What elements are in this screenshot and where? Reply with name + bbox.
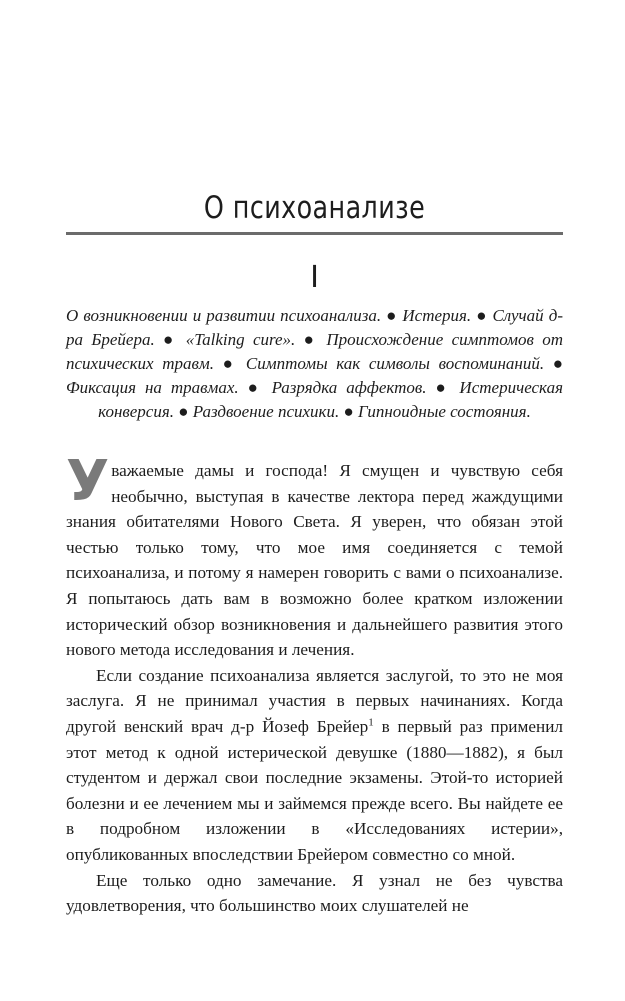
paragraph-1-text: важаемые дамы и господа! Я смущен и чувствую себя необычно, выступая в качестве лектора перед жаждущими знания обитателями Нового Света. Я уверен, что обязан этой честью только тому, что мое имя соединяется с темой психоанализа, и потому я намерен говорить с вами о психоанализе. Я попытаюсь дать вам в возможно более кратком изложении исторический обзор возникновения и дальнейшего развития этого нового метода исследования и лечения. bbox=[66, 461, 563, 660]
paragraph-2-text-b: в первый раз применил этот метод к одной истерической девушке (1880—1882), я был студентом и держал свои последние экзамены. Этой-то историей болезни и ее лечением мы и займемся прежде всего. Вы найдете ее в подробном изложении в «Исследованиях истерии», опубликованных впоследствии Брейером совместно со мной. bbox=[66, 716, 563, 864]
paragraph-2 bbox=[66, 663, 563, 868]
body-text bbox=[66, 449, 563, 919]
chapter-summary: О возникновении и развитии психоанализа. ● Истерия. ● Случай д-ра Брейера. ● «Talking cure». ● Происхождение симптомов от психических травм. ● Симптомы как символы воспоминаний. ● Фиксация на травмах. ● Разрядка аффектов. ● Истерическая конверсия. ● Раздвоение психики. ● Гипноидные состояния. bbox=[66, 306, 563, 421]
paragraph-1 bbox=[66, 449, 563, 663]
chapter-title: О психоанализе bbox=[203, 190, 426, 226]
title-rule bbox=[66, 232, 563, 235]
book-page bbox=[66, 0, 563, 1001]
paragraph-2-text-a: Если создание психоанализа является заслугой, то это не моя заслуга. Я не принимал участия в первых начинаниях. Когда другой венский врач д-р Йозеф Брейер bbox=[66, 665, 563, 736]
drop-cap: У bbox=[66, 449, 110, 514]
paragraph-3: Еще только одно замечание. Я узнал не без чувства удовлетворения, что большинство моих слушателей не bbox=[66, 870, 563, 916]
footnote-mark: 1 bbox=[368, 716, 374, 729]
section-numeral: I bbox=[310, 260, 319, 295]
